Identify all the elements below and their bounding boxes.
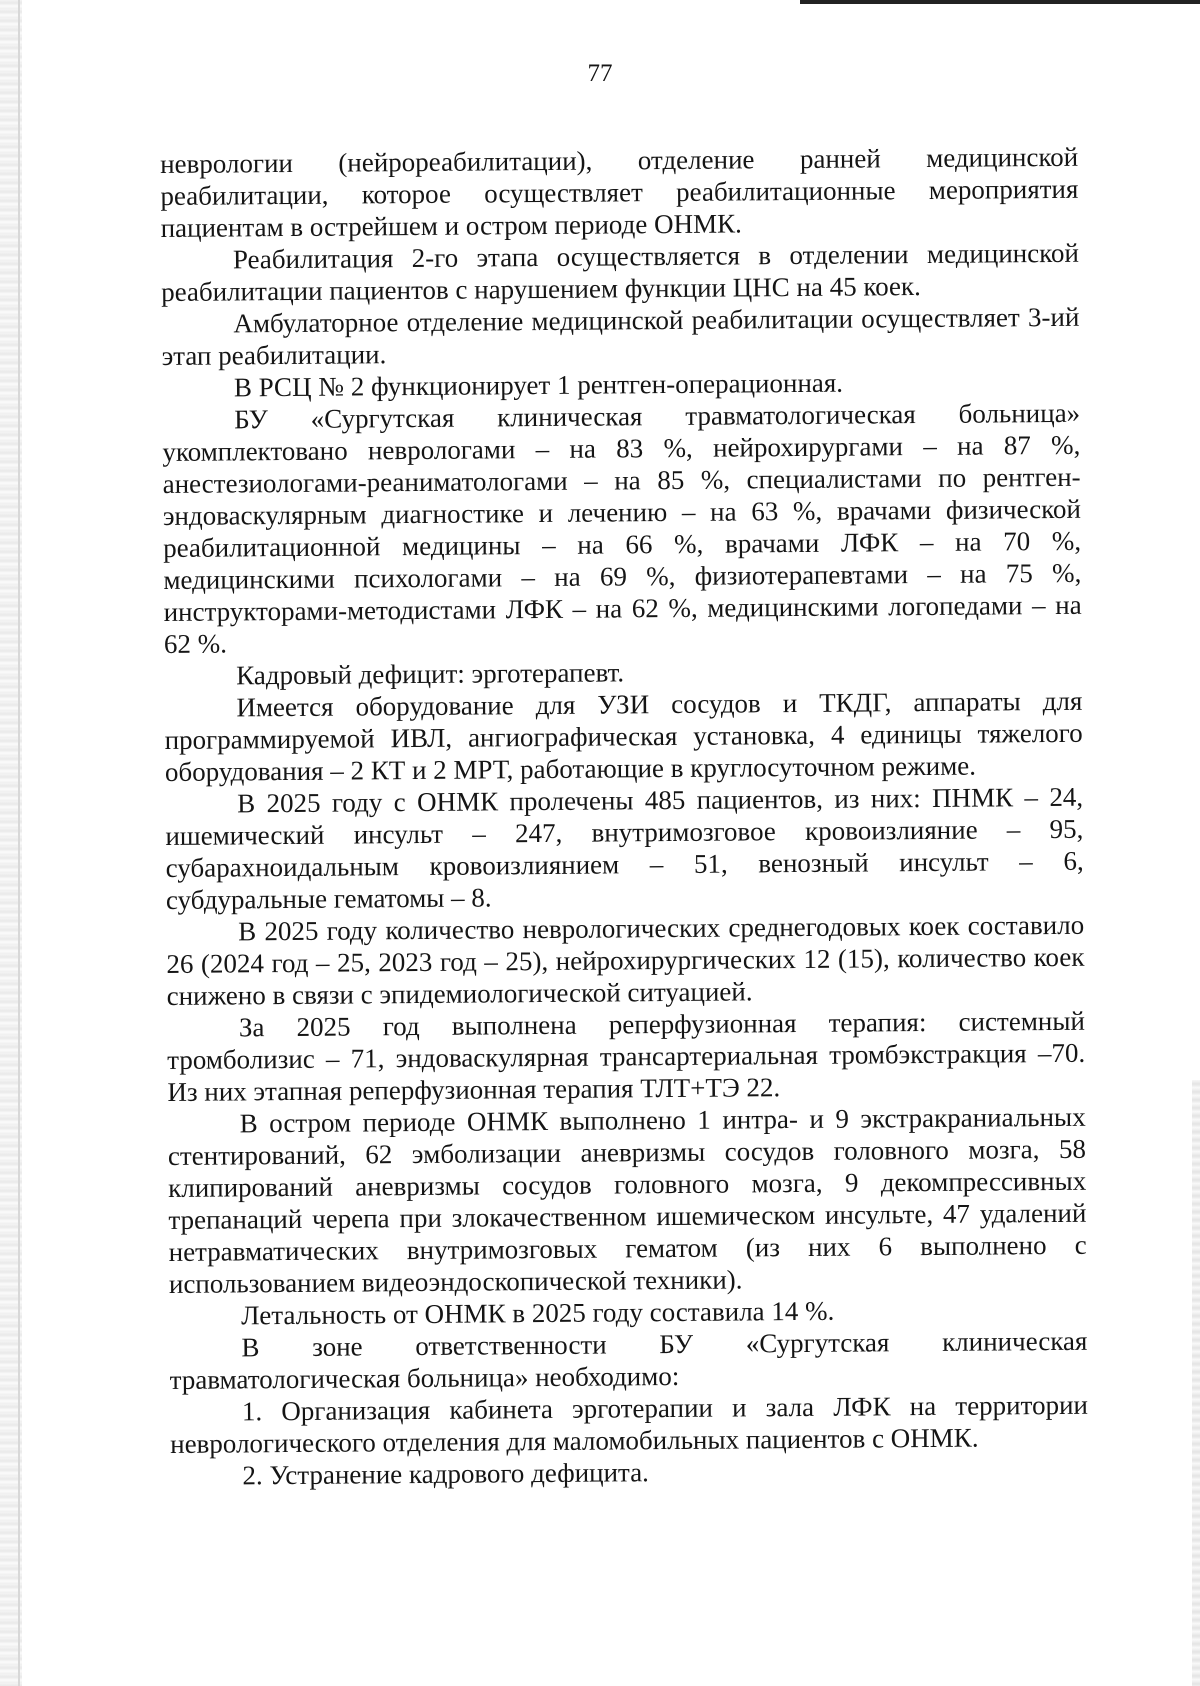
paragraph-4: В РСЦ № 2 функционирует 1 рентген-операционная. — [233, 367, 844, 403]
paragraph-2: Реабилитация 2-го этапа осуществляется в отделении медицинской реабилитации пациентов с нарушением функции ЦНС на 45 коек. — [161, 237, 1079, 307]
paragraph-15: 2. Устранение кадрового дефицита. — [242, 1457, 649, 1491]
paragraph-10: За 2025 год выполнена реперфузионная терапия: системный тромболизис – 71, эндоваскулярная трансартериальная тромбэкстракция –70. Из них этапная реперфузионная терапия ТЛТ+ТЭ 22. — [167, 1005, 1086, 1107]
paragraph-12: Летальность от ОНМК в 2025 году составила 14 %. — [241, 1295, 835, 1331]
paragraph-13: В зоне ответственности БУ «Сургутская клиническая травматологическая больница» необходимо: — [169, 1325, 1088, 1395]
paragraph-7: Имеется оборудование для УЗИ сосудов и ТКДГ, аппараты для программируемой ИВЛ, ангиографическая установка, 4 единицы тяжелого оборудования – 2 КТ и 2 МРТ, работающие в круглосуточном режиме. — [164, 685, 1083, 787]
paragraph-14: 1. Организация кабинета эрготерапии и зала ЛФК на территории неврологического отделения для маломобильных пациентов с ОНМК. — [170, 1389, 1089, 1459]
scan-right-edge — [1192, 1080, 1200, 1686]
paragraph-6: Кадровый дефицит: эрготерапевт. — [236, 657, 625, 691]
page-number: 77 — [587, 60, 613, 87]
paragraph-1: неврологии (нейрореабилитации), отделение ранней медицинской реабилитации, которое осуществляет реабилитационные мероприятия пациентам в острейшем и остром периоде ОНМК. — [160, 141, 1079, 243]
scan-top-edge — [800, 0, 1200, 4]
paragraph-11: В остром периоде ОНМК выполнено 1 интра- и 9 экстракраниальных стентирований, 62 эмболизации аневризмы сосудов головного мозга, 58 клипирований аневризмы сосудов головного мозга, 9 декомпрессивных трепанаций черепа при злокачественном ишемическом инсульте, 47 удалений нетравматических внутримозговых гематом (из них 6 выполнено с использованием видеоэндоскопической техники). — [167, 1101, 1087, 1299]
document-body — [160, 141, 1089, 1492]
paragraph-3: Амбулаторное отделение медицинской реабилитации осуществляет 3-ий этап реабилитации. — [161, 301, 1080, 371]
scan-left-edge — [0, 0, 22, 1686]
paragraph-8: В 2025 году с ОНМК пролечены 485 пациентов, из них: ПНМК – 24, ишемический инсульт – 247, внутримозговое кровоизлияние – 95, субарахноидальным кровоизлиянием – 51, венозный инсульт – 6, субдуральные гематомы – 8. — [165, 781, 1084, 915]
paragraph-9: В 2025 году количество неврологических среднегодовых коек составило 26 (2024 год – 25, 2023 год – 25), нейрохирургических 12 (15), количество коек снижено в связи с эпидемиологической ситуацией. — [166, 909, 1085, 1011]
paragraph-5: БУ «Сургутская клиническая травматологическая больница» укомплектовано неврологами – на 83 %, нейрохирургами – на 87 %, анестезиологами-реаниматологами – на 85 %, специалистами по рентген-эндоваскулярным диагностике и лечению – на 63 %, врачами физической реабилитационной медицины – на 66 %, врачами ЛФК – на 70 %, медицинскими психологами – на 69 %, физиотерапевтами – на 75 %, инструкторами-методистами ЛФК – на 62 %, медицинскими логопедами – на 62 %. — [162, 397, 1082, 659]
